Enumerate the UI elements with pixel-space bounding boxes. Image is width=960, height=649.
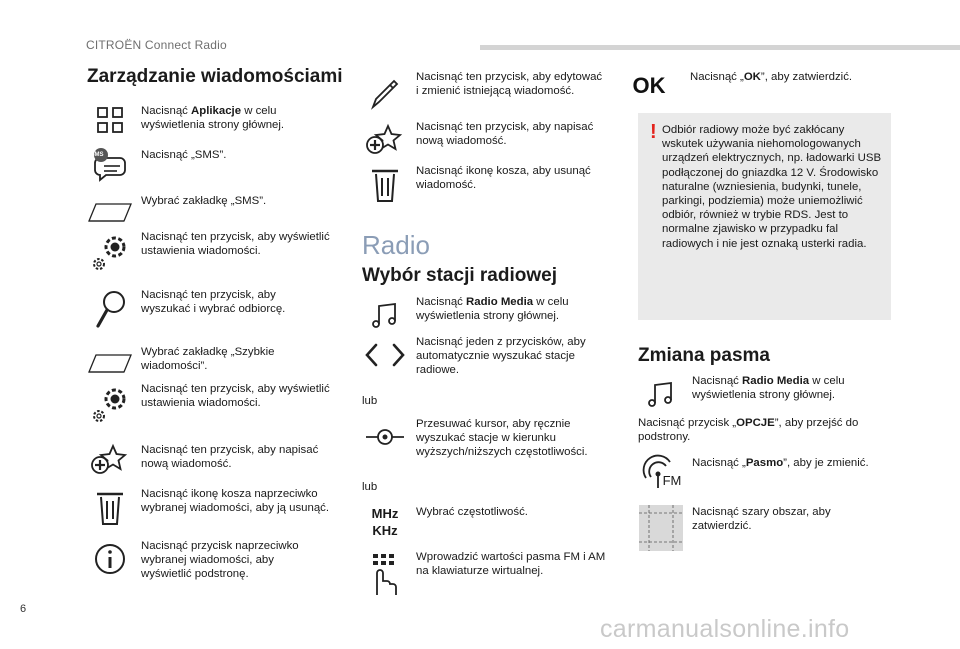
instruction-text: Nacisnąć ten przycisk, aby wyszukać i wybrać odbiorcę. [141,289,286,315]
ok-label: OK [632,73,666,98]
instruction-row [638,505,877,551]
prev-next-arrows-icon [362,335,408,375]
instruction-text: Nacisnąć ten przycisk, aby wyświetlić ustawienia wiadomości. [141,383,330,409]
instruction-row [87,100,326,140]
instruction-text: Nacisnąć ten przycisk, aby napisać nową wiadomość. [416,121,594,147]
instruction-text: Nacisnąć przycisk naprzeciwko wybranej wiadomości, aby wyświetlić podstronę. [141,540,299,580]
instruction-row [618,66,880,106]
instruction-row [362,335,606,377]
page-number: 6 [20,603,27,615]
instruction-text: Wybrać zakładkę „Szybkie wiadomości”. [141,346,275,372]
instruction-text: Nacisnąć „OK”, aby zatwierdzić. [690,71,853,83]
fm-band-icon [638,452,684,492]
heading-band-change: Zmiana pasma [638,345,770,366]
instruction-row [362,70,606,114]
music-note-icon [362,295,408,335]
instruction-row [87,539,326,581]
sms-icon [87,144,133,184]
or-label: lub [362,481,378,493]
ok-icon [618,66,680,106]
tuning-slider-icon [362,417,408,457]
instruction-text: Nacisnąć ikonę kosza naprzeciwko wybranej wiadomości, aby ją usunąć. [141,488,330,514]
instruction-row [638,374,877,414]
instruction-text: Wybrać zakładkę „SMS”. [141,195,267,207]
instruction-text: Nacisnąć ikonę kosza, aby usunąć wiadomość. [416,165,591,191]
instruction-text: Nacisnąć Aplikacje w celu wyświetlenia strony głównej. [141,105,285,131]
sms-icon-label: SMS [90,152,104,158]
tab-icon [87,343,133,383]
instruction-row [87,440,331,480]
warning-box [638,113,891,320]
info-icon [87,539,133,579]
instruction-text: Nacisnąć ten przycisk, aby napisać nową wiadomość. [141,444,319,470]
fm-label: FM [662,472,682,488]
instruction-row [87,192,326,232]
music-note-icon [638,374,684,414]
instruction-text: Wprowadzić wartości pasma FM i AM na klawiaturze wirtualnej. [416,551,606,577]
grey-area-icon [638,505,684,551]
khz-label: KHz [372,523,398,538]
instruction-row [638,452,882,492]
pencil-icon [362,70,408,114]
settings-gears-icon [87,230,133,274]
watermark: carmanualsonline.info [600,615,850,643]
heading-station-selection: Wybór stacji radiowej [362,265,557,286]
warning-text: Odbiór radiowy może być zakłócany wskutek używania niehomologowanych urządzeń elektrycznych, np. ładowarki USB podłączonej do gniazdka 12 V. Środowisko naturalne (wzniesienia, budynki, tunele, parkingi, podziemia) może uniemożliwić odbiór, również w trybie RDS. Jest to normalne zjawisko w przypadku fal radiowych i nie jest oznaką usterki radia. [662,124,882,250]
mhz-label: MHz [371,506,399,521]
document-header: CITROËN Connect Radio [86,38,227,52]
keypad-icon [362,550,408,598]
instruction-row [87,382,331,426]
trash-icon [87,487,133,529]
frequency-icon [362,502,408,542]
instruction-row [362,120,606,160]
instruction-row [87,487,331,529]
or-label: lub [362,395,378,407]
warning-icon: ! [650,121,657,143]
instruction-text: Wybrać częstotliwość. [416,506,528,518]
instruction-row [87,144,326,184]
instruction-row [362,550,606,598]
instruction-text: Nacisnąć Radio Media w celu wyświetlenia strony głównej. [416,296,569,322]
apps-grid-icon [87,100,133,140]
instruction-row [362,295,601,335]
instruction-row [87,343,326,383]
instruction-text: Nacisnąć przycisk „OPCJE”, aby przejść do podstrony. [638,417,859,443]
trash-icon [362,164,408,206]
instruction-row [362,502,606,542]
instruction-text: Nacisnąć Radio Media w celu wyświetlenia strony głównej. [692,375,845,401]
instruction-row [362,417,608,459]
settings-gears-icon [87,382,133,426]
instruction-text: Nacisnąć szary obszar, aby zatwierdzić. [692,506,831,532]
heading-messages: Zarządzanie wiadomościami [87,66,343,87]
add-favorite-icon [87,440,133,480]
instruction-row [87,230,331,274]
instruction-row [87,287,326,331]
instruction-text: Nacisnąć ten przycisk, aby edytować i zmienić istniejącą wiadomość. [416,71,603,97]
instruction-row [362,164,606,206]
instruction-text: Przesuwać kursor, aby ręcznie wyszukać stacje w kierunku wyższych/niższych częstotliwości. [416,418,588,458]
instruction-text: Nacisnąć ten przycisk, aby wyświetlić ustawienia wiadomości. [141,231,330,257]
add-favorite-icon [362,120,408,160]
search-icon [87,287,133,331]
instruction-text: Nacisnąć „SMS”. [141,149,227,161]
section-title-radio: Radio [362,230,430,260]
tab-icon [87,192,133,232]
instruction-text: Nacisnąć jeden z przycisków, aby automatycznie wyszukać stacje radiowe. [416,336,586,376]
instruction-text: Nacisnąć „Pasmo”, aby je zmienić. [692,457,869,469]
header-rule [480,45,960,50]
